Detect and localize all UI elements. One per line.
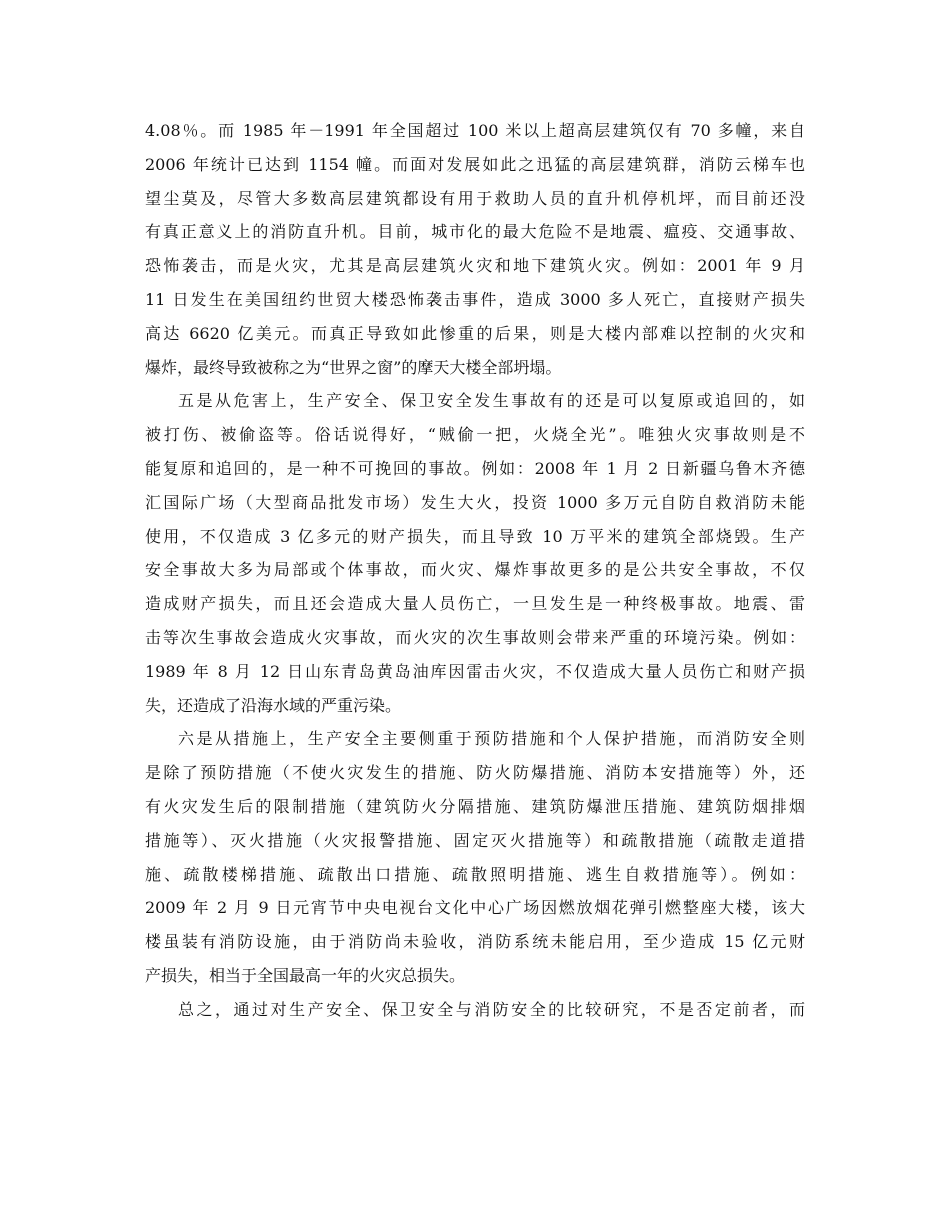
text-line: 安全事故大多为局部或个体事故，而火灾、爆炸事故更多的是公共安全事故，不仅 (145, 560, 805, 580)
text-line: 施、疏散楼梯措施、疏散出口措施、疏散照明措施、逃生自救措施等）。例如： (145, 864, 805, 884)
text-line: 六是从措施上，生产安全主要侧重于预防措施和个人保护措施，而消防安全则 (178, 729, 805, 749)
text-line: 11 日发生在美国纽约世贸大楼恐怖袭击事件，造成 3000 多人死亡，直接财产损失 (145, 289, 805, 309)
paragraph-summary (145, 993, 805, 1027)
text-line: 汇国际广场（大型商品批发市场）发生大火，投资 1000 多万元自防自救消防未能 (145, 492, 805, 512)
text-line: 总之，通过对生产安全、保卫安全与消防安全的比较研究，不是否定前者，而 (178, 999, 805, 1019)
text-line: 措施等）、灭火措施（火灾报警措施、固定灭火措施等）和疏散措施（疏散走道措 (145, 830, 805, 850)
text-line: 被打伤、被偷盗等。俗话说得好，“贼偷一把，火烧全光”。唯独火灾事故则是不 (145, 425, 805, 445)
text-line: 2009 年 2 月 9 日元宵节中央电视台文化中心广场因燃放烟花弹引燃整座大楼，该大 (145, 898, 805, 918)
text-line: 五是从危害上，生产安全、保卫安全发生事故有的还是可以复原或追回的，如 (178, 391, 805, 411)
text-line: 高达 6620 亿美元。而真正导致如此惨重的后果，则是大楼内部难以控制的火灾和 (145, 323, 805, 343)
text-line: 击等次生事故会造成火灾事故，而火灾的次生事故则会带来严重的环境污染。例如： (145, 627, 805, 647)
text-line: 是除了预防措施（不使火灾发生的措施、防火防爆措施、消防本安措施等）外，还 (145, 763, 805, 783)
paragraph-continued (145, 114, 805, 384)
text-line: 造成财产损失，而且还会造成大量人员伤亡，一旦发生是一种终极事故。地震、雷 (145, 594, 805, 614)
text-line: 失，还造成了沿海水域的严重污染。 (145, 695, 402, 715)
text-line: 2006 年统计已达到 1154 幢。而面对发展如此之迅猛的高层建筑群，消防云梯车也 (145, 154, 805, 174)
document-body (145, 114, 805, 1027)
paragraph-six (145, 722, 805, 992)
text-line: 有真正意义上的消防直升机。目前，城市化的最大危险不是地震、瘟疫、交通事故、 (145, 222, 805, 242)
text-line: 能复原和追回的，是一种不可挽回的事故。例如：2008 年 1 月 2 日新疆乌鲁木齐德 (145, 458, 805, 478)
text-line: 使用，不仅造成 3 亿多元的财产损失，而且导致 10 万平米的建筑全部烧毁。生产 (145, 526, 805, 546)
text-line: 1989 年 8 月 12 日山东青岛黄岛油库因雷击火灾，不仅造成大量人员伤亡和财产损 (145, 661, 805, 681)
text-line: 恐怖袭击，而是火灾，尤其是高层建筑火灾和地下建筑火灾。例如：2001 年 9 月 (145, 256, 805, 276)
text-line: 有火灾发生后的限制措施（建筑防火分隔措施、建筑防爆泄压措施、建筑防烟排烟 (145, 796, 805, 816)
paragraph-five (145, 384, 805, 722)
text-line: 望尘莫及，尽管大多数高层建筑都设有用于救助人员的直升机停机坪，而目前还没 (145, 188, 805, 208)
text-line: 产损失，相当于全国最高一年的火灾总损失。 (145, 965, 466, 985)
text-line: 楼虽装有消防设施，由于消防尚未验收，消防系统未能启用，至少造成 15 亿元财 (145, 932, 805, 952)
text-line: 爆炸，最终导致被称之为“世界之窗”的摩天大楼全部坍塌。 (145, 357, 562, 377)
text-line: 4.08％。而 1985 年－1991 年全国超过 100 米以上超高层建筑仅有 70 多幢，来自 (145, 121, 805, 140)
